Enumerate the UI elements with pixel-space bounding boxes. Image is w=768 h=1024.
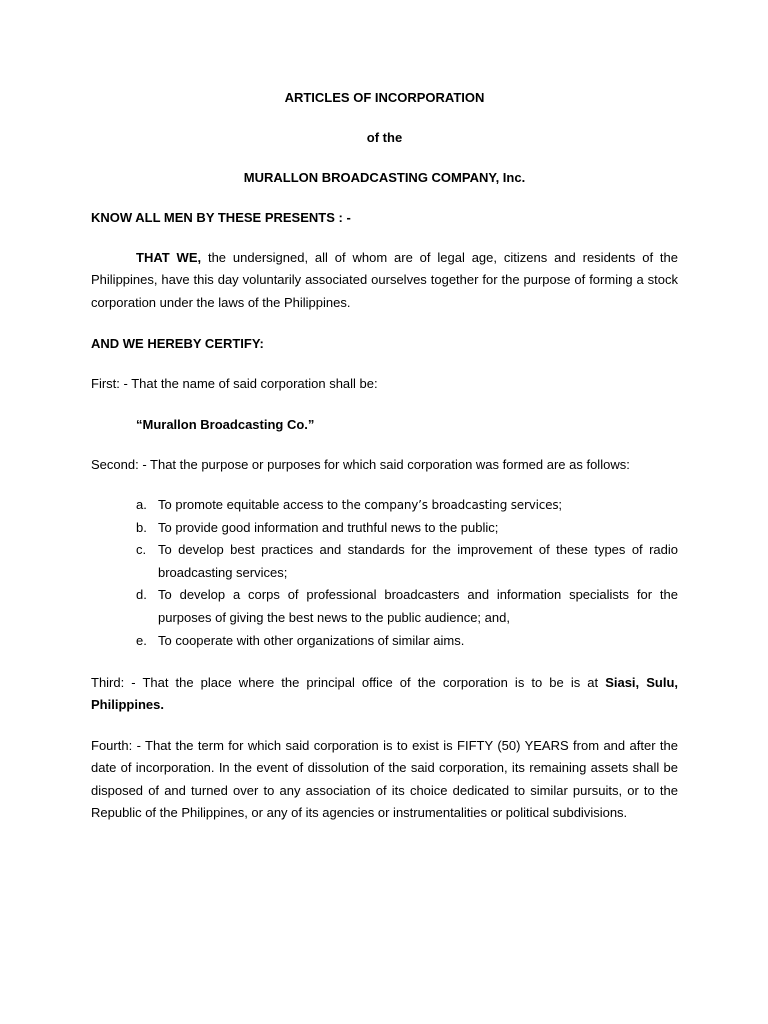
principal-office-place: Siasi, Sulu, Philippines. bbox=[91, 675, 678, 713]
list-item bbox=[91, 539, 678, 584]
list-item bbox=[91, 517, 678, 540]
purpose-text-end: ; bbox=[558, 497, 562, 512]
that-we-lead: THAT WE, bbox=[136, 250, 202, 265]
that-we-paragraph bbox=[91, 247, 678, 314]
purpose-text: To develop best practices and standards for the improvement of these types of radio broadcasting services; bbox=[158, 542, 678, 580]
document-of-the: of the bbox=[366, 130, 403, 145]
purpose-text: To promote equitable access to bbox=[158, 497, 342, 512]
list-marker: a. bbox=[136, 497, 147, 512]
list-item bbox=[91, 494, 678, 517]
purpose-text: To develop a corps of professional broadcasters and information specialists for the purposes of giving the best news to the public audience; and, bbox=[158, 587, 678, 625]
third-article bbox=[91, 672, 678, 717]
purpose-text: To provide good information and truthful news to the public; bbox=[158, 519, 499, 535]
fourth-article: Fourth: - That the term for which said corporation is to exist is FIFTY (50) YEARS from and after the date of incorporation. In the event of dissolution of the said corporation, its remaining assets shall be disposed of and turned over to any association of its choice dedicated to similar pursuits, or to the Republic of the Philippines, or any of its agencies or instrumentalities or political subdivisions. bbox=[91, 738, 678, 821]
company-name-heading: MURALLON BROADCASTING COMPANY, Inc. bbox=[243, 170, 526, 185]
certify-heading: AND WE HEREBY CERTIFY: bbox=[91, 336, 264, 351]
list-item bbox=[91, 630, 678, 653]
list-marker: b. bbox=[136, 519, 147, 535]
list-item bbox=[91, 584, 678, 629]
purpose-text: To cooperate with other organizations of similar aims. bbox=[158, 632, 465, 648]
purpose-text-highlight: the company’s broadcasting services bbox=[341, 498, 559, 512]
first-article: First: - That the name of said corporation shall be: bbox=[91, 376, 378, 391]
third-article-text: Third: - That the place where the principal office of the corporation is to be is at bbox=[91, 675, 606, 690]
second-article: Second: - That the purpose or purposes for which said corporation was formed are as follows: bbox=[91, 457, 630, 472]
document-title: ARTICLES OF INCORPORATION bbox=[284, 90, 485, 105]
know-all-men-heading: KNOW ALL MEN BY THESE PRESENTS : - bbox=[91, 210, 351, 225]
that-we-text: the undersigned, all of whom are of legal age, citizens and residents of the Philippines, have this day voluntarily associated ourselves together for the purpose of forming a stock corporation under the laws of the Philippines. bbox=[91, 250, 678, 310]
list-marker: d. bbox=[136, 587, 147, 603]
document-page bbox=[91, 0, 678, 1024]
corporation-name: “Murallon Broadcasting Co.” bbox=[136, 417, 315, 432]
list-marker: e. bbox=[136, 632, 147, 648]
purposes-list bbox=[91, 494, 678, 652]
list-marker: c. bbox=[136, 542, 147, 558]
